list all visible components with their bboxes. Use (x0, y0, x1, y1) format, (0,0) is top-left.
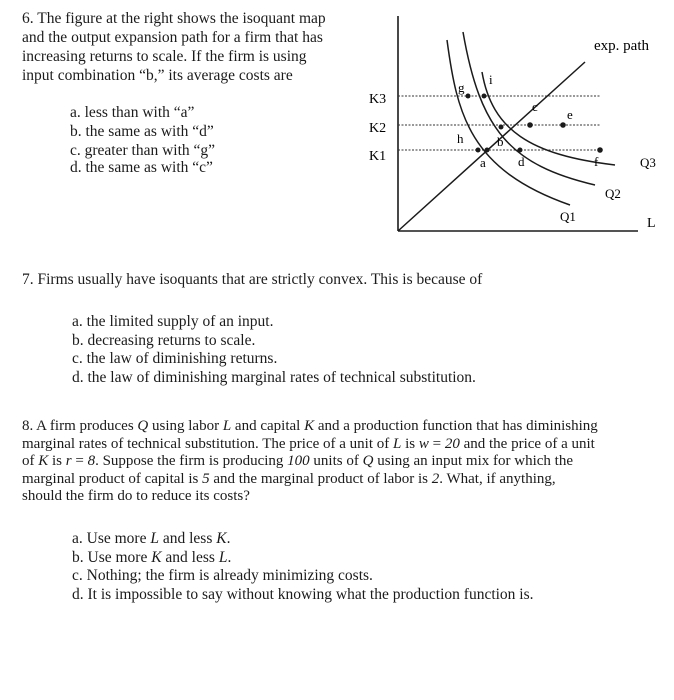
isoquant-q1 (447, 40, 570, 205)
q7-options (72, 313, 476, 387)
q7-stem: 7. Firms usually have isoquants that are strictly convex. This is because of (22, 271, 483, 288)
q8-option-b: b. Use more K and less L. (72, 548, 232, 566)
point-e-label: e (567, 107, 573, 122)
q7-option-b: b. decreasing returns to scale. (72, 331, 256, 349)
point-i-label: i (489, 72, 493, 87)
q8-stem-line-3: of K is r = 8. Suppose the firm is producing 100 units of Q using an input mix for which the (22, 453, 573, 470)
point-c-dot (527, 122, 533, 128)
point-a-dot (485, 148, 490, 153)
q7-option-a: a. the limited supply of an input. (72, 313, 274, 330)
q8-stem-line-1: 8. A firm produces Q using labor L and capital K and a production function that has diminishing (22, 418, 598, 434)
point-f-dot (597, 147, 603, 153)
q2-label: Q2 (605, 186, 621, 201)
q8-option-a: a. Use more L and less K. (72, 530, 231, 547)
k2-label: K2 (369, 121, 387, 136)
q8-option-d: d. It is impossible to say without knowing what the production function is. (72, 585, 534, 603)
point-i-dot (482, 94, 487, 99)
point-a-label: a (480, 155, 486, 170)
k1-label: K1 (369, 149, 387, 164)
point-h-dot (476, 148, 481, 153)
q8-stem-line-4: marginal product of capital is 5 and the marginal product of labor is 2. What, if anything, (22, 470, 556, 487)
q6-stem-line-2: and the output expansion path for a firm that has (22, 29, 323, 46)
expansion-path-line (398, 62, 585, 231)
point-b-label: b (497, 134, 504, 149)
point-c-label: c (532, 99, 538, 114)
q8-stem-line-5: should the firm do to reduce its costs? (22, 488, 250, 505)
point-b-dot (499, 125, 504, 130)
expansion-path-label: exp. path (594, 38, 649, 54)
l-axis-label: L (647, 216, 656, 231)
q7-option-c: c. the law of diminishing returns. (72, 350, 278, 367)
q8-stem (22, 418, 598, 506)
point-d-label: d (518, 154, 525, 169)
q8-options (72, 530, 534, 604)
q1-label: Q1 (560, 209, 576, 224)
q6-stem-line-4: input combination “b,” its average costs are (22, 67, 293, 84)
q7-option-d: d. the law of diminishing marginal rates of technical substitution. (72, 368, 476, 386)
point-g-dot (466, 94, 471, 99)
point-f-label: f (594, 154, 599, 169)
q3-label: Q3 (640, 155, 656, 170)
isoquant-q3 (482, 72, 615, 165)
k3-label: K3 (369, 92, 387, 107)
q6-option-d: d. the same as with “c” (70, 159, 213, 176)
point-d-dot (518, 148, 523, 153)
q6-stem-line-1: 6. The figure at the right shows the isoquant map (22, 10, 326, 27)
q8-option-c: c. Nothing; the firm is already minimizing costs. (72, 567, 373, 584)
point-g-label: g (458, 80, 465, 95)
q6-option-a: a. less than with “a” (70, 104, 195, 121)
q6-stem-line-3: increasing returns to scale. If the firm is using (22, 48, 307, 65)
point-h-label: h (457, 131, 464, 146)
point-e-dot (560, 122, 566, 128)
q8-stem-line-2: marginal rates of technical substitution. The price of a unit of L is w = 20 and the price of a unit (22, 435, 595, 452)
q6-option-b: b. the same as with “d” (70, 123, 214, 140)
q6-option-c: c. greater than with “g” (70, 142, 216, 159)
